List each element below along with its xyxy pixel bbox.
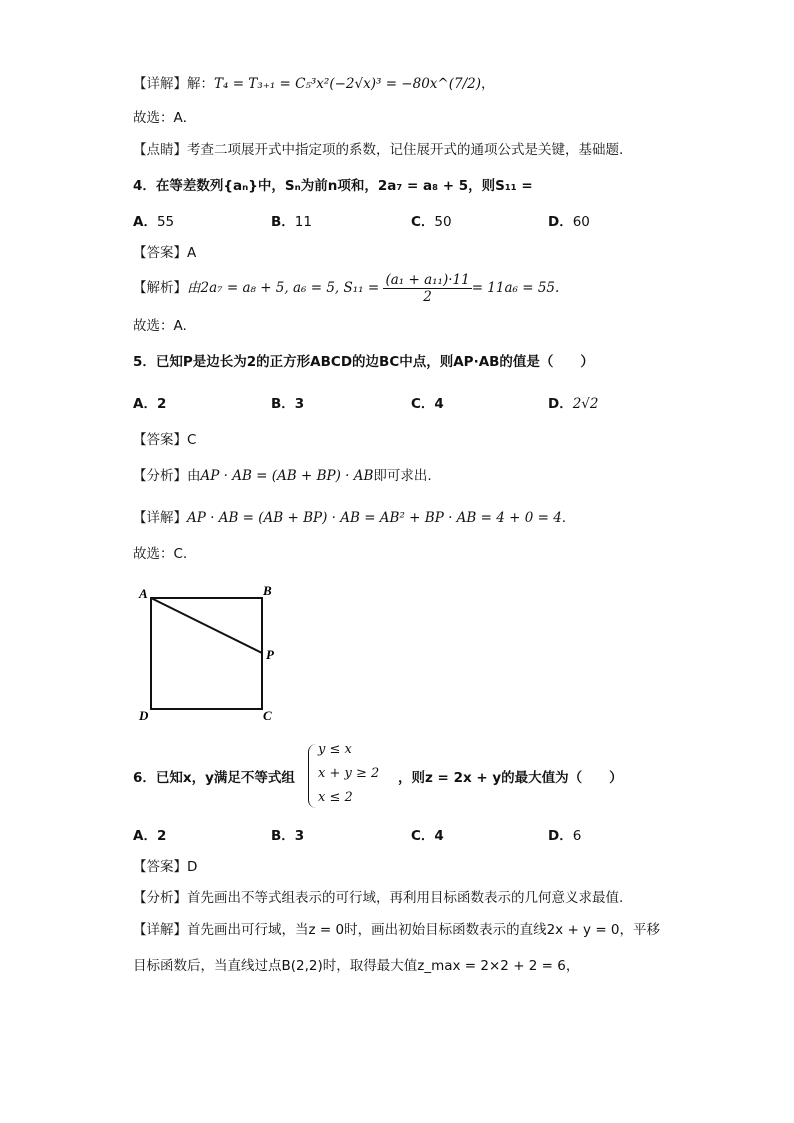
label-c: C [263,708,272,722]
q6-option-c: C．4 [411,828,444,844]
q6-detail-2: 目标函数后，当直线过点B(2,2)时，取得最大值z_max = 2×2 + 2 = 6， [133,958,580,974]
q4-option-d: D．60 [548,214,590,230]
question-6-stem-post: ，则z = 2x + y的最大值为（ ） [398,770,623,786]
inequality-system: y ≤ x x + y ≥ 2 x ≤ 2 [308,742,398,812]
remark-tag: 【点睛】 [133,142,187,158]
vector-calculation: AP · AB = (AB + BP) · AB = AB² + BP · AB = 4 + 0 = 4 [187,510,562,526]
q5-choose: 故选：C. [133,546,188,562]
q6-option-a: A．2 [133,828,167,844]
q4-option-c: C．50 [411,214,452,230]
left-brace [308,744,317,808]
q6-analysis: 【分析】首先画出不等式组表示的可行域，再利用目标函数表示的几何意义求最值. [133,890,624,906]
solution-line-1: 【详解】解：T₄ = T₃₊₁ = C₅³x²(−2√x)³ = −80x^(7/2)， [133,76,495,92]
choose-line: 故选：A． [133,110,197,126]
remark-text: 考查二项展开式中指定项的系数，记住展开式的通项公式是关键，基础题. [187,142,624,158]
q5-option-b: B．3 [271,396,305,412]
segment-ap [151,598,262,653]
q6-option-b: B．3 [271,828,305,844]
q4-option-b: B．11 [271,214,312,230]
question-4-stem: 4．在等差数列{aₙ}中，Sₙ为前n项和，2a₇ = a₈ + 5，则S₁₁ = [133,178,533,194]
q5-option-c: C．4 [411,396,444,412]
q5-option-a: A．2 [133,396,167,412]
q4-analysis: 【解析】由2a₇ = a₈ + 5, a₆ = 5, S₁₁ = $\frac{\text{(a₁ + a₁₁)·11}}{2}$ = 11a₆ = 55. [133,271,560,305]
label-b: B [263,583,272,598]
q6-option-d: D．6 [548,828,582,844]
label-a: A [139,586,148,601]
q5-detail: 【详解】AP · AB = (AB + BP) · AB = AB² + BP · AB = 4 + 0 = 4. [133,510,567,526]
q5-answer: 【答案】C [133,432,197,448]
vector-expression: AP · AB = (AB + BP) · AB [200,468,374,484]
q6-detail-1: 【详解】首先画出可行域，当z = 0时，画出初始目标函数表示的直线2x + y = 0，平移 [133,922,661,938]
binomial-term-formula: T₄ = T₃₊₁ = C₅³x²(−2√x)³ = −80x^(7/2) [214,76,481,92]
q5-analysis: 【分析】由AP · AB = (AB + BP) · AB即可求出. [133,468,432,484]
q6-answer: 【答案】D [133,859,198,875]
remark-line [133,140,623,160]
question-5-stem: 5．已知P是边长为2的正方形ABCD的边BC中点，则AP·AB的值是（ ） [133,354,594,370]
label-p: P [266,647,274,662]
solution-prefix: 解： [187,76,214,92]
sum-fraction: $\frac{\text{(a₁ + a₁₁)·11}}{2}$ [385,271,470,305]
square-figure [135,582,295,722]
detail-tag: 【详解】 [133,76,187,92]
label-d: D [139,708,149,722]
q5-option-d: D．2√2 [548,396,599,412]
q4-option-a: A．55 [133,214,175,230]
question-6-stem-pre: 6．已知x，y满足不等式组 [133,770,295,786]
square-abcd [151,598,262,709]
q4-answer: 【答案】A [133,245,197,261]
q4-choose: 故选：A. [133,318,187,334]
